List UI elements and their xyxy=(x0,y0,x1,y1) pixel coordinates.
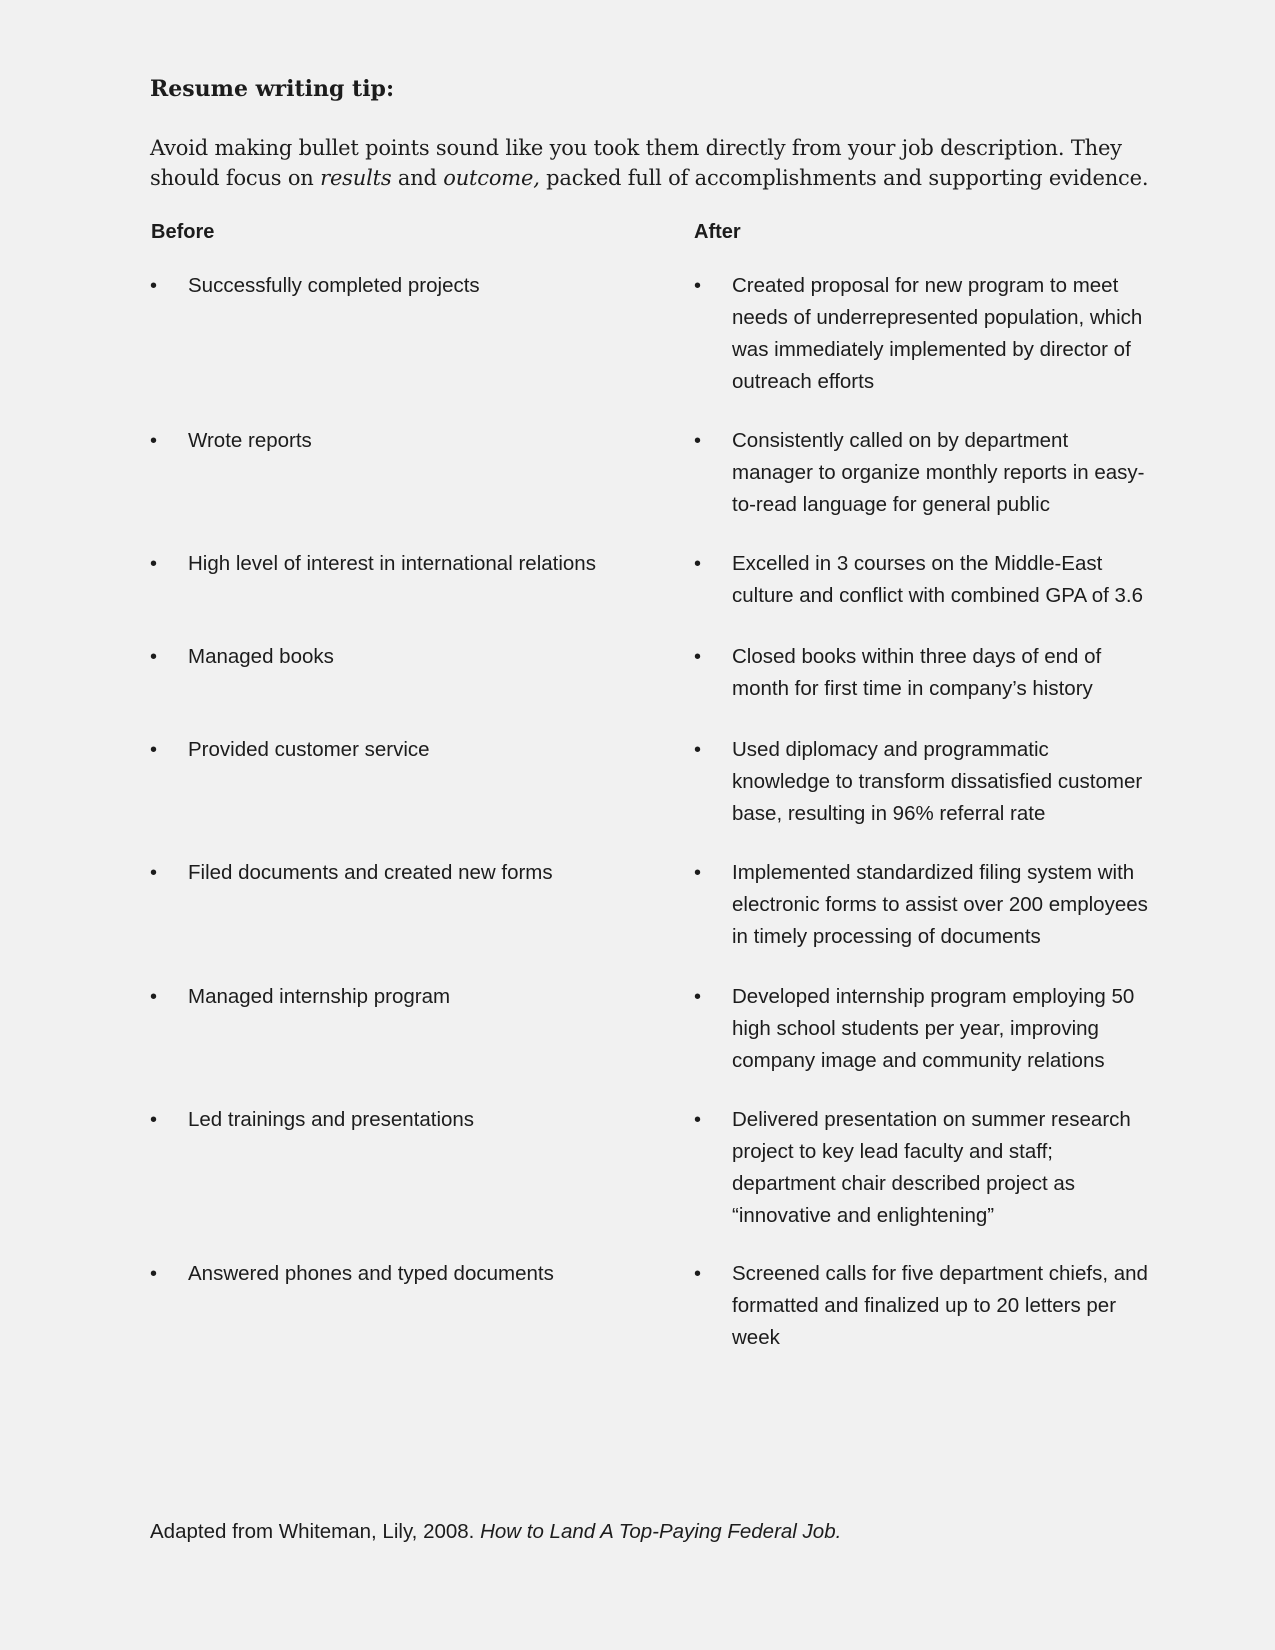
after-item-line: knowledge to transform dissatisfied customer xyxy=(732,770,1143,793)
intro-emphasis-results: results xyxy=(320,166,392,190)
bullet-before: • xyxy=(150,1263,158,1285)
after-item-line: needs of underrepresented population, which xyxy=(732,306,1143,329)
bullet-after: • xyxy=(694,275,702,297)
before-item: Managed books xyxy=(188,645,334,668)
tip-heading: Resume writing tip: xyxy=(150,76,395,102)
after-item xyxy=(732,270,1172,398)
bullet-after: • xyxy=(694,986,702,1008)
after-item-line: culture and conflict with combined GPA of 3.6 xyxy=(732,584,1143,607)
after-item-line: was immediately implemented by director of xyxy=(732,338,1131,361)
citation-book-title: How to Land A Top-Paying Federal Job. xyxy=(480,1520,842,1543)
after-item xyxy=(732,425,1172,521)
intro-text-1: Avoid making bullet points sound like you took them directly from your job description. They should focus on xyxy=(150,136,1122,190)
before-item: Led trainings and presentations xyxy=(188,1108,475,1131)
before-item: Wrote reports xyxy=(188,429,312,452)
after-item xyxy=(732,981,1172,1077)
after-item-line: Consistently called on by department xyxy=(732,429,1069,452)
bullet-before: • xyxy=(150,430,158,452)
after-item xyxy=(732,734,1172,830)
intro-paragraph xyxy=(150,133,1160,193)
citation-footer xyxy=(150,1520,841,1544)
after-item-line: Developed internship program employing 50 xyxy=(732,985,1135,1008)
after-item-line: Screened calls for five department chiefs, and xyxy=(732,1262,1148,1285)
before-item: Filed documents and created new forms xyxy=(188,861,553,884)
bullet-after: • xyxy=(694,739,702,761)
after-item-line: electronic forms to assist over 200 employees xyxy=(732,893,1148,916)
before-item: Provided customer service xyxy=(188,738,430,761)
before-item: Managed internship program xyxy=(188,985,451,1008)
after-item-line: company image and community relations xyxy=(732,1049,1105,1072)
before-item: Answered phones and typed documents xyxy=(188,1262,554,1285)
after-item-line: Used diplomacy and programmatic xyxy=(732,738,1049,761)
after-item-line: in timely processing of documents xyxy=(732,925,1041,948)
after-item-line: Delivered presentation on summer research xyxy=(732,1108,1131,1131)
after-item-line: base, resulting in 96% referral rate xyxy=(732,802,1046,825)
after-item-line: project to key lead faculty and staff; xyxy=(732,1140,1053,1163)
after-item xyxy=(732,1104,1172,1232)
after-item-line: department chair described project as xyxy=(732,1172,1075,1195)
intro-text-3: packed full of accomplishments and supporting evidence. xyxy=(539,166,1149,190)
after-item-line: to-read language for general public xyxy=(732,493,1050,516)
bullet-before: • xyxy=(150,739,158,761)
bullet-after: • xyxy=(694,1109,702,1131)
after-item-line: “innovative and enlightening” xyxy=(732,1204,995,1227)
bullet-after: • xyxy=(694,553,702,575)
after-item-line: week xyxy=(732,1326,780,1349)
after-item xyxy=(732,1258,1172,1354)
bullet-before: • xyxy=(150,553,158,575)
after-item xyxy=(732,641,1172,705)
before-item: Successfully completed projects xyxy=(188,274,480,297)
after-item-line: high school students per year, improving xyxy=(732,1017,1099,1040)
bullet-after: • xyxy=(694,862,702,884)
bullet-before: • xyxy=(150,1109,158,1131)
before-column-heading: Before xyxy=(151,221,215,243)
after-item-line: Excelled in 3 courses on the Middle-East xyxy=(732,552,1103,575)
bullet-after: • xyxy=(694,646,702,668)
bullet-after: • xyxy=(694,1263,702,1285)
intro-emphasis-outcome: outcome, xyxy=(443,166,540,190)
after-item-line: outreach efforts xyxy=(732,370,875,393)
after-item-line: Created proposal for new program to meet xyxy=(732,274,1119,297)
citation-text: Adapted from Whiteman, Lily, 2008. xyxy=(150,1520,481,1543)
after-item-line: Closed books within three days of end of xyxy=(732,645,1102,668)
after-item-line: Implemented standardized filing system with xyxy=(732,861,1135,884)
bullet-before: • xyxy=(150,862,158,884)
bullet-before: • xyxy=(150,646,158,668)
after-item-line: manager to organize monthly reports in easy- xyxy=(732,461,1145,484)
bullet-after: • xyxy=(694,430,702,452)
intro-text-2: and xyxy=(391,166,444,190)
after-item xyxy=(732,548,1172,612)
after-column-heading: After xyxy=(694,221,741,243)
bullet-before: • xyxy=(150,986,158,1008)
after-item-line: month for first time in company’s history xyxy=(732,677,1093,700)
before-item: High level of interest in international relations xyxy=(188,552,596,575)
bullet-before: • xyxy=(150,275,158,297)
after-item xyxy=(732,857,1172,953)
after-item-line: formatted and finalized up to 20 letters per xyxy=(732,1294,1117,1317)
